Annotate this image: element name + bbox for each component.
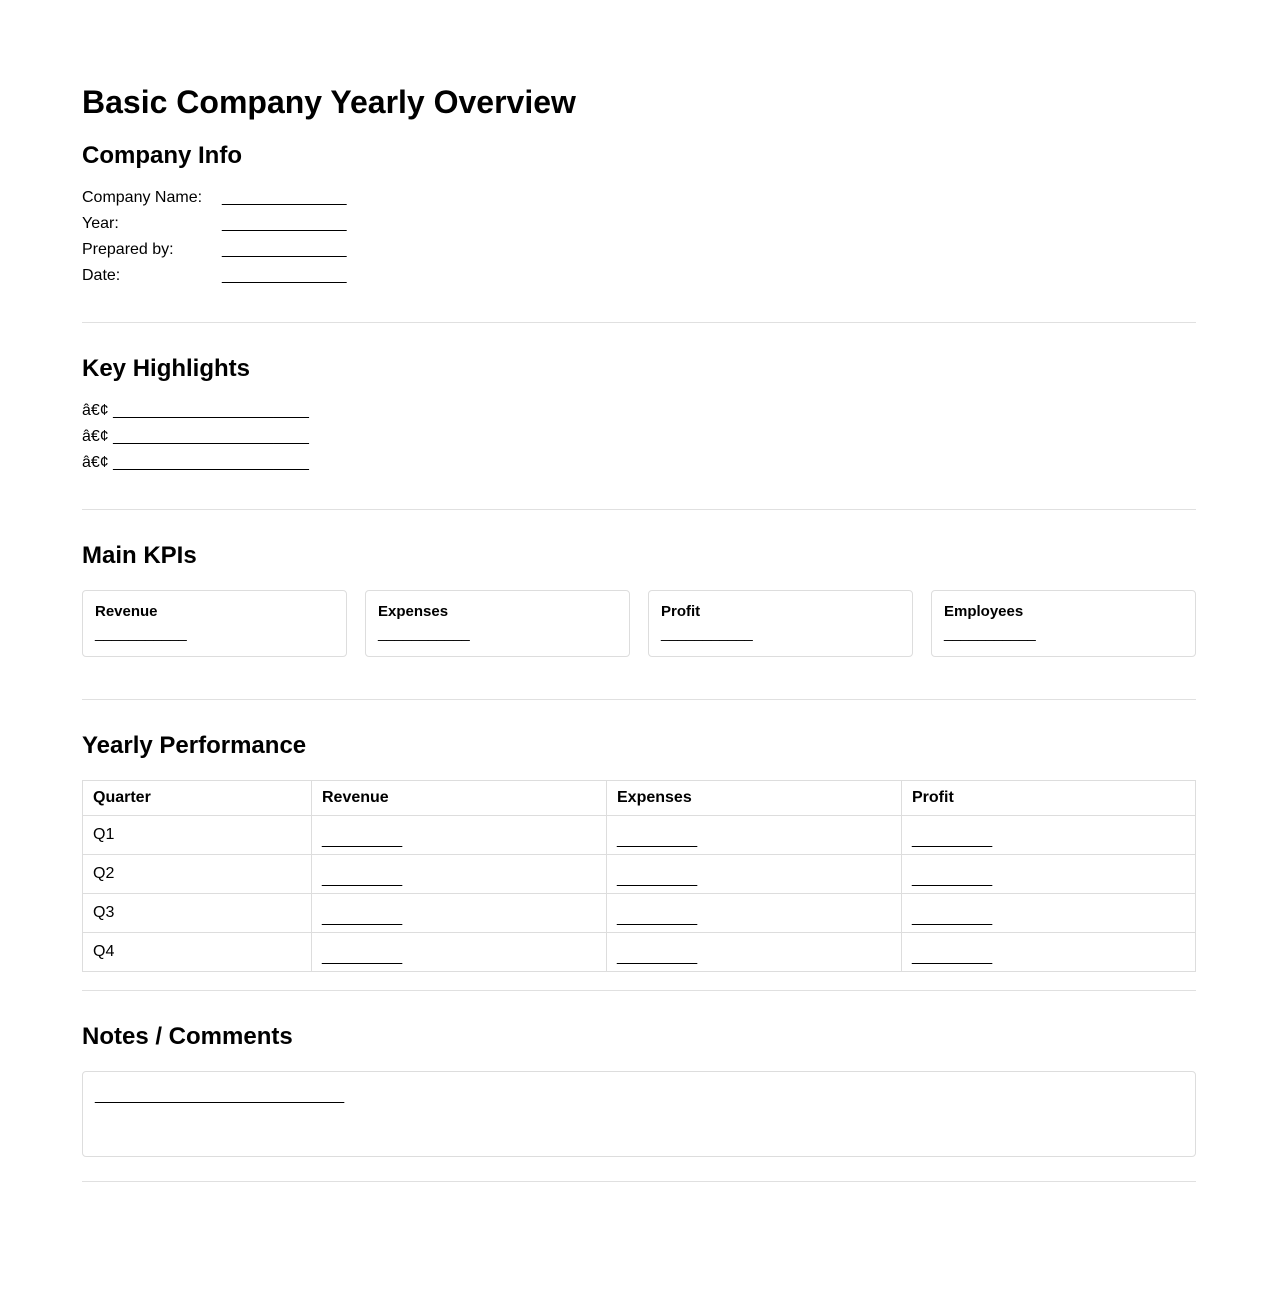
bullet-icon: â€¢	[82, 428, 109, 445]
key-highlights-heading: Key Highlights	[82, 355, 251, 382]
yearly-performance-table	[82, 780, 1196, 972]
highlight-item	[82, 401, 309, 421]
table-header-row	[83, 781, 1196, 816]
kpi-card-employees	[931, 590, 1196, 657]
highlight-blank: ______________________	[113, 428, 309, 445]
quarter-cell: Q3	[83, 894, 312, 933]
kpi-label: Profit	[661, 603, 701, 620]
kpi-label: Expenses	[378, 603, 449, 620]
section-divider	[82, 322, 1196, 323]
column-header-expenses: Expenses	[607, 781, 902, 816]
section-divider	[82, 990, 1196, 991]
column-header-profit: Profit	[902, 781, 1196, 816]
profit-cell: _________	[902, 855, 1196, 894]
kpi-label: Revenue	[95, 603, 158, 620]
revenue-cell: _________	[312, 855, 607, 894]
field-label: Prepared by:	[82, 241, 174, 258]
section-divider	[82, 1181, 1196, 1182]
highlight-blank: ______________________	[113, 402, 309, 419]
kpi-blank: ___________	[661, 625, 753, 642]
year-field	[82, 214, 482, 234]
date-field	[82, 266, 482, 286]
expenses-cell: _________	[607, 855, 902, 894]
notes-box	[82, 1071, 1196, 1157]
profit-cell: _________	[902, 894, 1196, 933]
revenue-cell: _________	[312, 933, 607, 972]
column-header-revenue: Revenue	[312, 781, 607, 816]
expenses-cell: _________	[607, 933, 902, 972]
table-row	[83, 855, 1196, 894]
kpi-card-revenue	[82, 590, 347, 657]
kpi-card-expenses	[365, 590, 630, 657]
company-info-heading: Company Info	[82, 142, 242, 169]
field-blank: ______________	[222, 267, 347, 284]
field-label: Year:	[82, 215, 119, 232]
table-row	[83, 816, 1196, 855]
quarter-cell: Q4	[83, 933, 312, 972]
notes-blank: ____________________________	[95, 1087, 345, 1104]
expenses-cell: _________	[607, 816, 902, 855]
profit-cell: _________	[902, 933, 1196, 972]
field-label: Date:	[82, 267, 121, 284]
page-title: Basic Company Yearly Overview	[82, 84, 576, 120]
kpi-grid	[82, 590, 1196, 657]
quarter-cell: Q1	[83, 816, 312, 855]
kpi-blank: ___________	[378, 625, 470, 642]
kpi-blank: ___________	[95, 625, 187, 642]
section-divider	[82, 509, 1196, 510]
kpi-label: Employees	[944, 603, 1024, 620]
table-row	[83, 894, 1196, 933]
field-blank: ______________	[222, 215, 347, 232]
highlight-item	[82, 427, 309, 447]
quarter-cell: Q2	[83, 855, 312, 894]
prepared-by-field	[82, 240, 482, 260]
notes-heading: Notes / Comments	[82, 1023, 293, 1050]
bullet-icon: â€¢	[82, 402, 109, 419]
highlight-item	[82, 453, 309, 473]
field-blank: ______________	[222, 189, 347, 206]
profit-cell: _________	[902, 816, 1196, 855]
section-divider	[82, 699, 1196, 700]
main-kpis-heading: Main KPIs	[82, 542, 197, 569]
revenue-cell: _________	[312, 816, 607, 855]
company-name-field	[82, 188, 482, 208]
revenue-cell: _________	[312, 894, 607, 933]
kpi-card-profit	[648, 590, 913, 657]
column-header-quarter: Quarter	[83, 781, 312, 816]
field-label: Company Name:	[82, 189, 203, 206]
yearly-performance-heading: Yearly Performance	[82, 732, 307, 759]
field-blank: ______________	[222, 241, 347, 258]
highlight-blank: ______________________	[113, 454, 309, 471]
table-row	[83, 933, 1196, 972]
bullet-icon: â€¢	[82, 454, 109, 471]
expenses-cell: _________	[607, 894, 902, 933]
kpi-blank: ___________	[944, 625, 1036, 642]
